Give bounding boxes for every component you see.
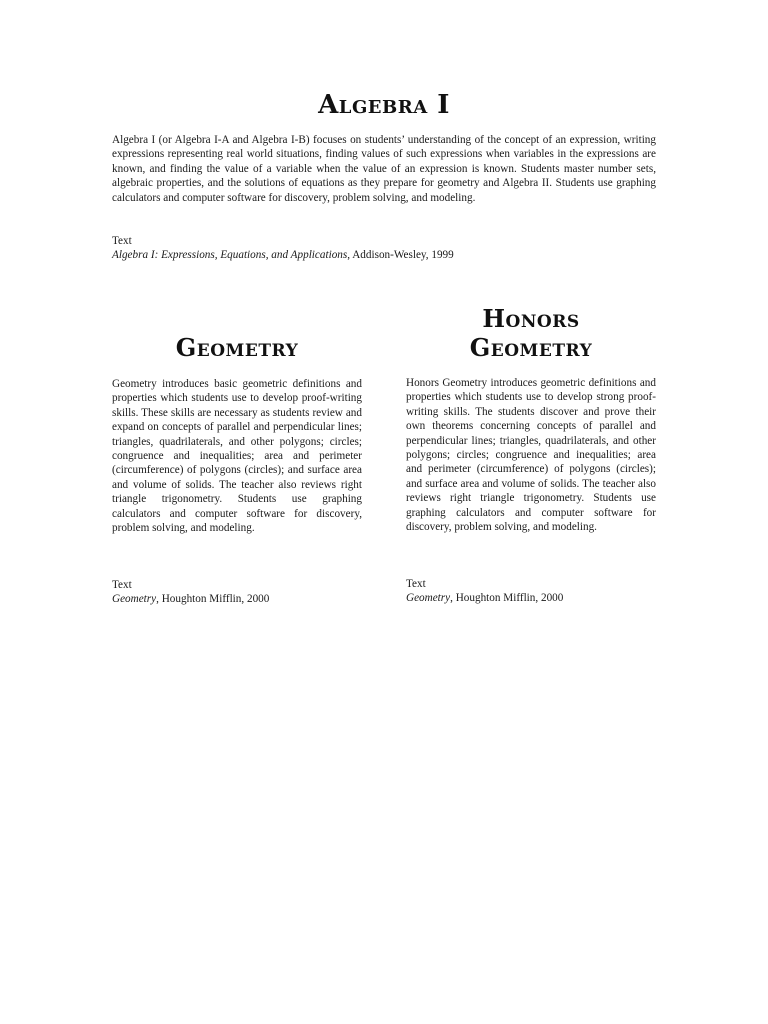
geometry-citation <box>112 592 362 606</box>
geometry-text-label: Text <box>112 579 132 591</box>
algebra-title: Algebra I <box>318 90 450 120</box>
honors-title-line1: Honors <box>482 304 580 333</box>
algebra-text-label: Text <box>112 235 132 247</box>
honors-geometry-title <box>406 304 656 362</box>
honors-text-label: Text <box>406 578 426 590</box>
algebra-citation <box>112 248 656 262</box>
algebra-textbook <box>112 234 656 263</box>
honors-geometry-textbook <box>406 577 656 606</box>
honors-book-title: Geometry <box>406 592 451 605</box>
geometry-title: Geometry <box>175 333 299 362</box>
geometry-description: Geometry introduces basic geometric definitions and properties which students use to develop proof-writing skills. These skills are necessary as students review and expand on concepts of parallel and perpendicular lines; triangles, quadrilaterals, and other polygons; circles; congruence and inequalities; area and perimeter (circumference) of polygons (circles); and surface area and volume of solids. The teacher also reviews right triangle trigonometry. Students use graphing calculators and computer software for discovery, problem solving, and modeling. <box>112 378 362 535</box>
algebra-book-title: Algebra I: Expressions, Equations, and Applications <box>112 249 348 262</box>
honors-title-line2: Geometry <box>469 333 593 362</box>
geometry-book-title: Geometry <box>112 593 157 606</box>
honors-geometry-description: Honors Geometry introduces geometric definitions and properties which students use to develop strong proof-writing skills. The students discover and prove their own theorems concerning concepts of parallel and perpendicular lines; triangles, quadrilaterals, and other polygons; circles; congruence and inequalities; area and perimeter (circumference) of polygons (circles); and surface area and volume of solids. The teacher also reviews right triangle trigonometry. Students use graphing calculators and computer software for discovery, problem solving, and modeling. <box>406 377 656 534</box>
geometry-publisher: , Houghton Mifflin, 2000 <box>156 593 270 606</box>
algebra-publisher: , Addison-Wesley, 1999 <box>347 249 454 262</box>
honors-citation <box>406 591 656 605</box>
honors-publisher: , Houghton Mifflin, 2000 <box>450 592 564 605</box>
algebra-description: Algebra I (or Algebra I-A and Algebra I-B) focuses on students’ understanding of the concept of an expression, writing expressions representing real world situations, finding values of such expressions when variables in the expressions are known, and finding the value of a variable when the value of an expression is known. Students master number sets, algebraic properties, and the solutions of equations as they prepare for geometry and Algebra II. Students use graphing calculators and computer software for discovery, problem solving, and modeling. <box>112 134 656 204</box>
geometry-textbook <box>112 578 362 607</box>
